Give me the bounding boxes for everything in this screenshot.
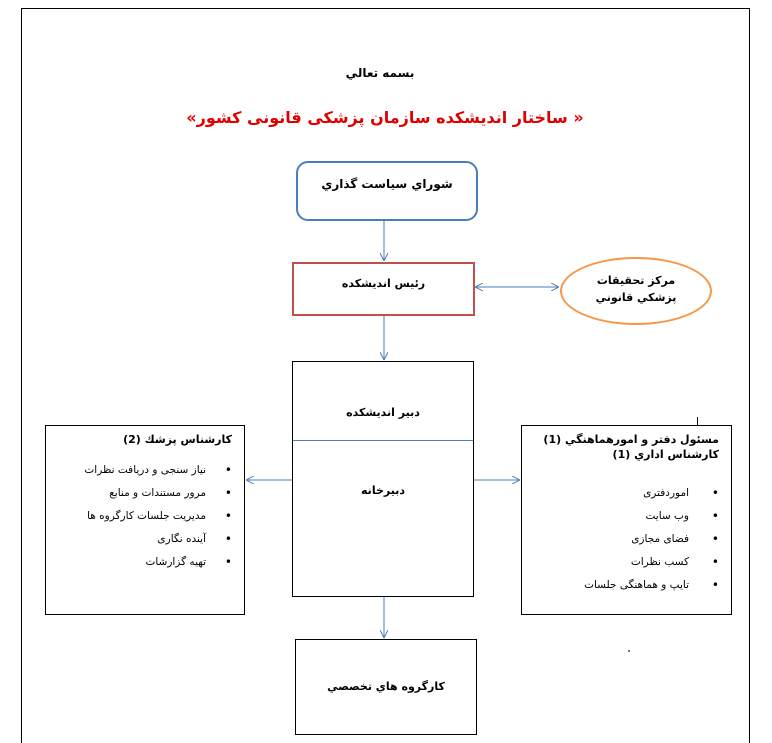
policy-council-node (296, 161, 478, 221)
medical-expert-task-list (54, 459, 232, 574)
stray-dot (628, 650, 630, 652)
stray-tick-mark (697, 417, 698, 425)
list-item: • مدیریت جلسات کارگروه ها (54, 505, 232, 528)
research-center-label-line1: مركز تحقيقات (596, 274, 676, 287)
working-groups-label: كارگروه هاي تخصصي (327, 680, 445, 693)
policy-council-label: شوراي سياست گذاري (321, 177, 453, 191)
list-item: • کسب نظرات (530, 551, 719, 574)
office-coordinator-task-list (530, 482, 719, 597)
list-item: • مرور مستندات و منابع (54, 482, 232, 505)
office-coordinator-title: مسئول دفتر و امورهماهنگي (1) (543, 433, 719, 446)
page-title: « ساختار اندیشکده سازمان پزشکی قانونی کشور» (186, 108, 584, 127)
page-border-right (749, 8, 750, 743)
list-item: • تایپ و هماهنگی جلسات (530, 574, 719, 597)
research-center-node (560, 257, 712, 325)
think-tank-head-label: رئيس انديشكده (341, 277, 426, 290)
think-tank-head-node (292, 262, 475, 316)
bismillah-heading: بسمه تعالي (345, 66, 415, 80)
research-center-label-line2: پزشكي قانوني (595, 291, 677, 304)
list-item: • اموردفتری (530, 482, 719, 505)
list-item: • نیاز سنجی و دریافت نظرات (54, 459, 232, 482)
admin-expert-title: كارشناس اداري (1) (612, 448, 719, 461)
list-item: • وب سایت (530, 505, 719, 528)
page-border-top (21, 8, 750, 9)
medical-expert-title: كارشناس پزشك (2) (123, 433, 232, 446)
page-border-left (21, 8, 22, 743)
secretary-label: دبير انديشكده (346, 406, 420, 419)
secretariat-label: دبيرخانه (361, 484, 405, 497)
list-item: • آینده نگاری (54, 528, 232, 551)
secretary-node (292, 361, 474, 597)
office-coordinator-panel (521, 425, 732, 615)
medical-expert-panel (45, 425, 245, 615)
list-item: • فضای مجازی (530, 528, 719, 551)
list-item: • تهیه گزارشات (54, 551, 232, 574)
working-groups-node (295, 639, 477, 735)
secretary-divider (293, 440, 473, 441)
